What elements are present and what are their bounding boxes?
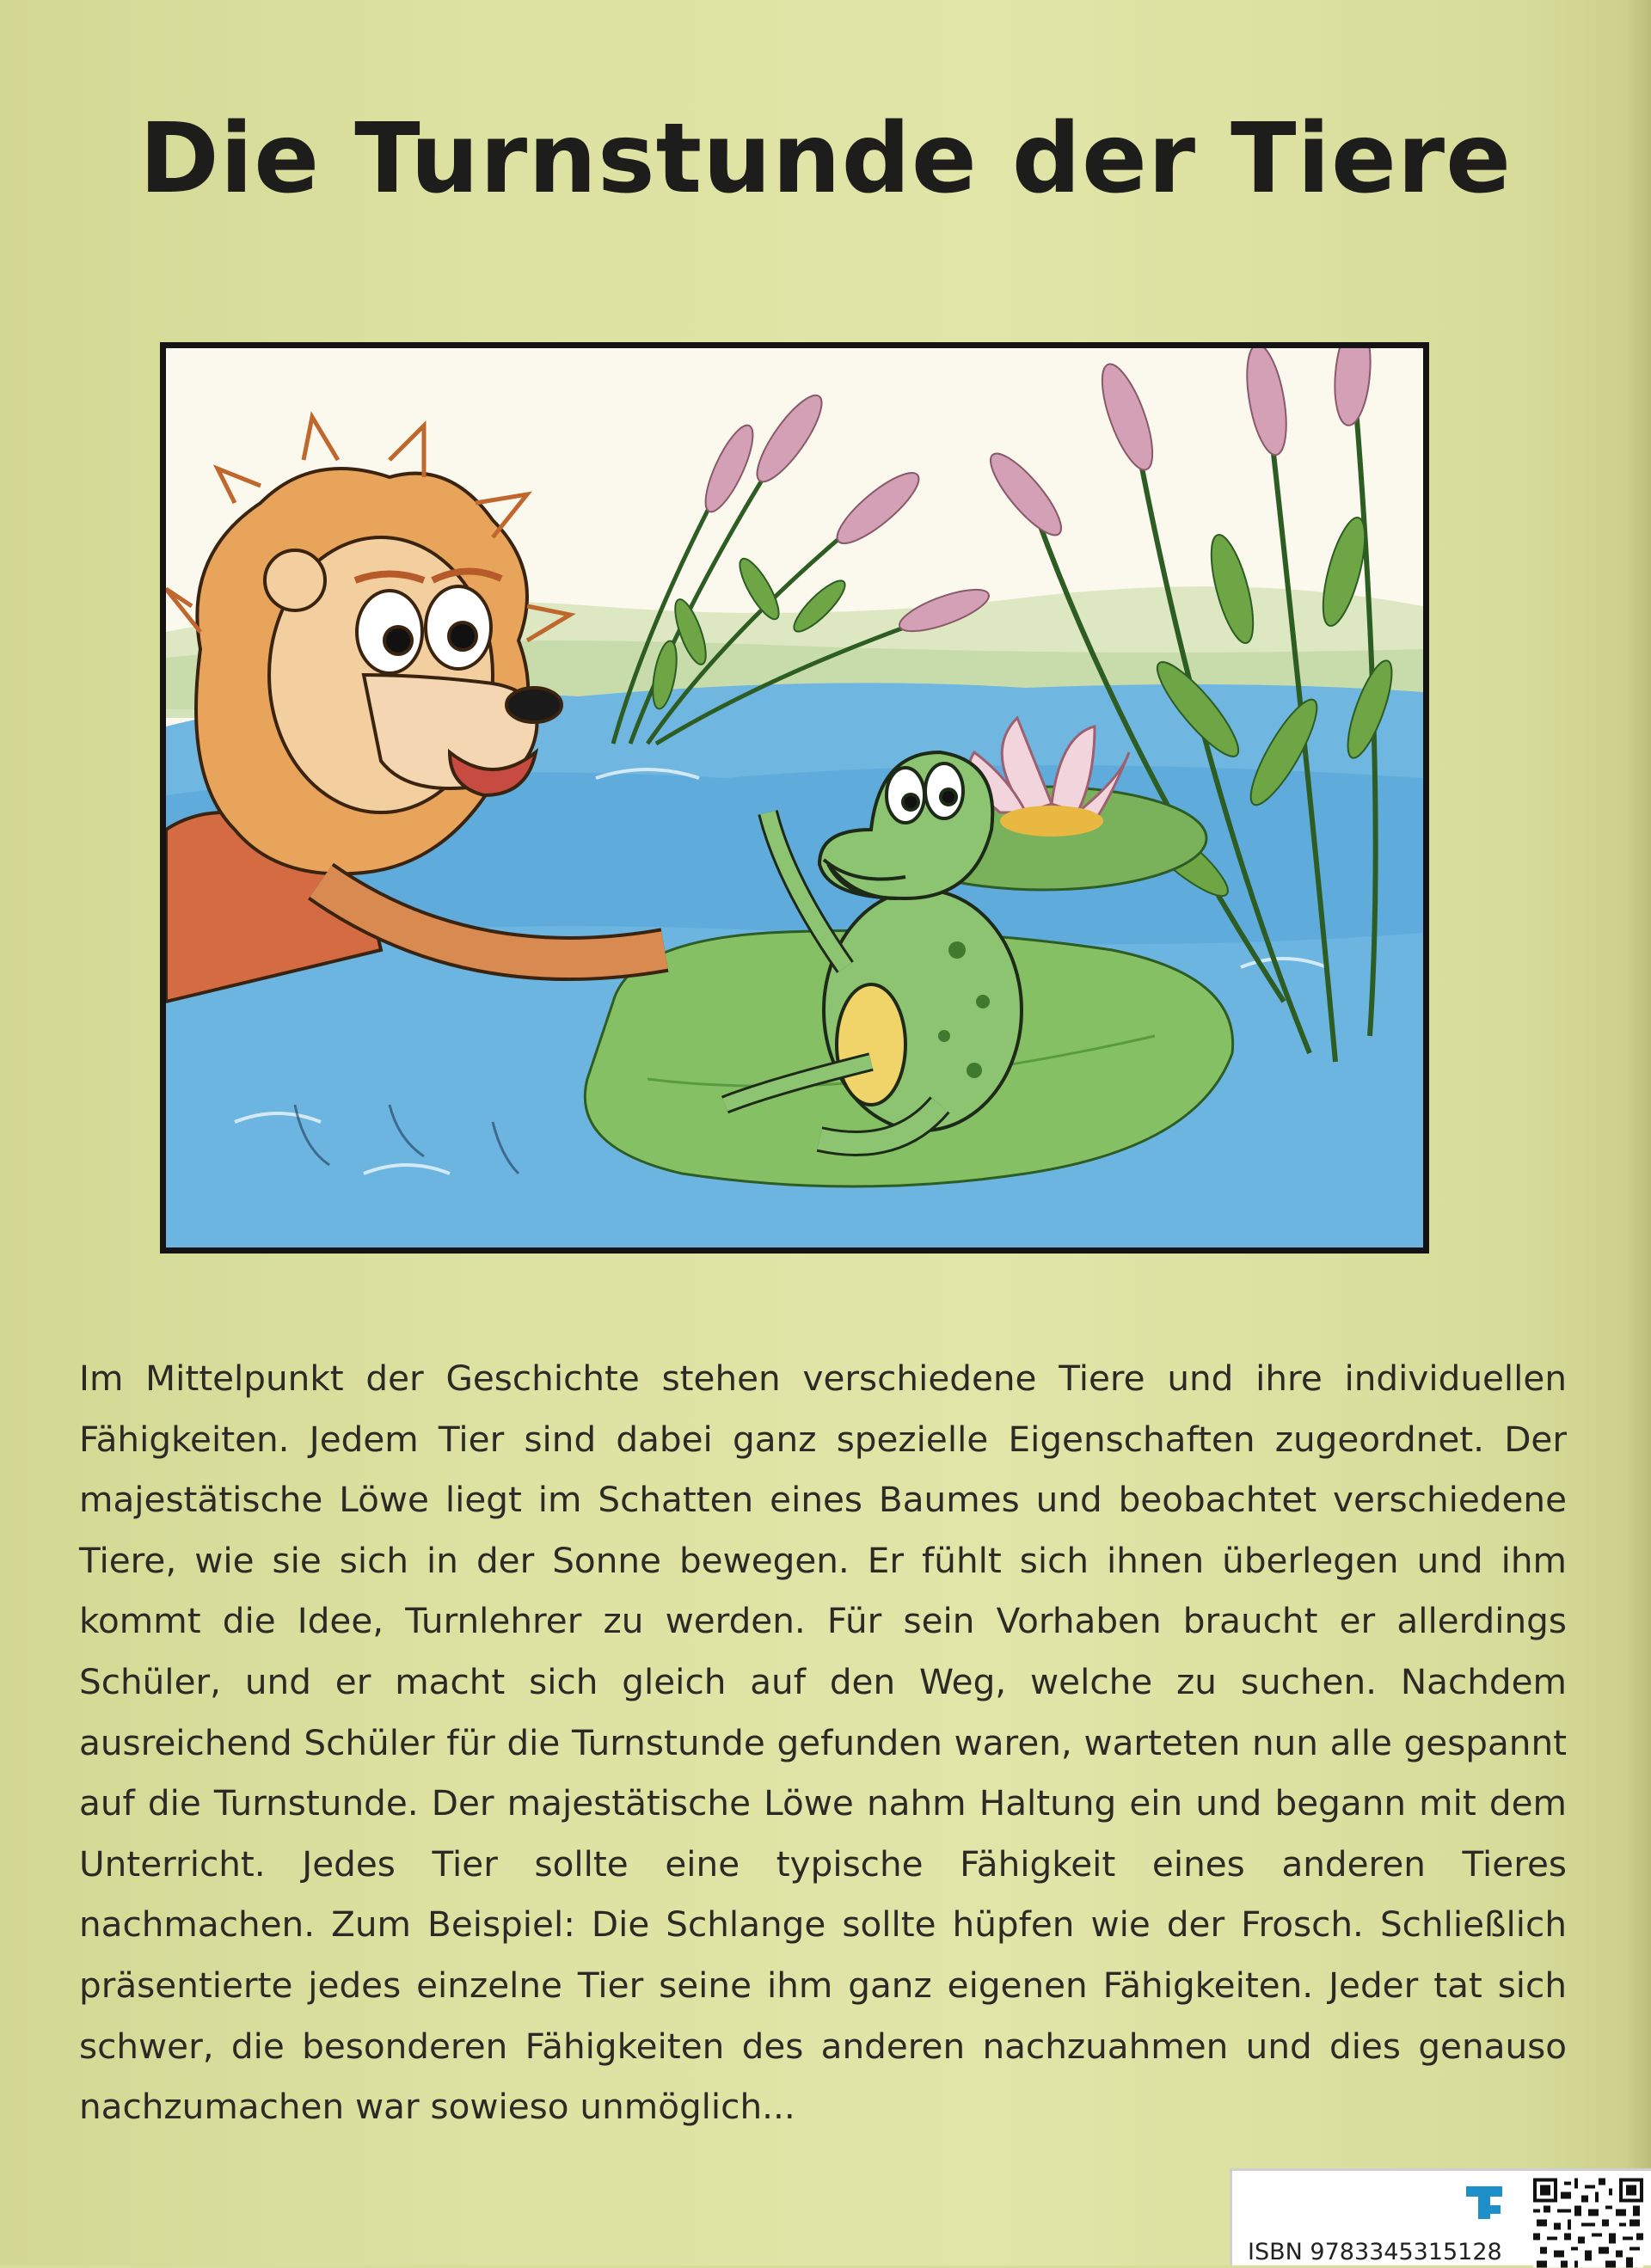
barcode-label: [1230, 2168, 1651, 2265]
page-edge-shadow: [1625, 0, 1651, 2265]
publisher-logo-icon: [1463, 2183, 1506, 2222]
book-title: Die Turnstunde der Tiere: [138, 103, 1513, 215]
illustration-svg: [166, 348, 1423, 1247]
cover-illustration: [160, 342, 1429, 1254]
isbn-text: ISBN 9783345315128: [1248, 2239, 1502, 2265]
book-blurb: Im Mittelpunkt der Geschichte stehen verschiedene Tiere und ihre individuellen Fähigkeiten. Jedem Tier sind dabei ganz spezielle Eigenschaften zugeordnet. Der majestätische Löwe liegt im Schatten eines Baumes und beobachtet verschiedene Tiere, wie sie sich in der Sonne bewegen. Er fühlt sich ihnen überlegen und ihm kommt die Idee, Turnlehrer zu werden. Für sein Vorhaben braucht er allerdings Schüler, und er macht sich gleich auf den Weg, welche zu suchen. Nachdem ausreichend Schüler für die Turnstunde gefunden waren, warteten nun alle gespannt auf die Turnstunde. Der majestätische Löwe nahm Haltung ein und begann mit dem Unterricht. Jedes Tier sollte eine typische Fähigkeit eines anderen Tieres nachmachen. Zum Beispiel: Die Schlange sollte hüpfen wie der Frosch. Schließlich präsentierte jedes einzelne Tier seine ihm ganz eigenen Fähigkeiten. Jeder tat sich schwer, die besonderen Fähigkeiten des anderen nachzuahmen und dies genauso nachzumachen war sowieso unmöglich...: [79, 1358, 1567, 2128]
qr-code-icon: [1533, 2178, 1643, 2268]
